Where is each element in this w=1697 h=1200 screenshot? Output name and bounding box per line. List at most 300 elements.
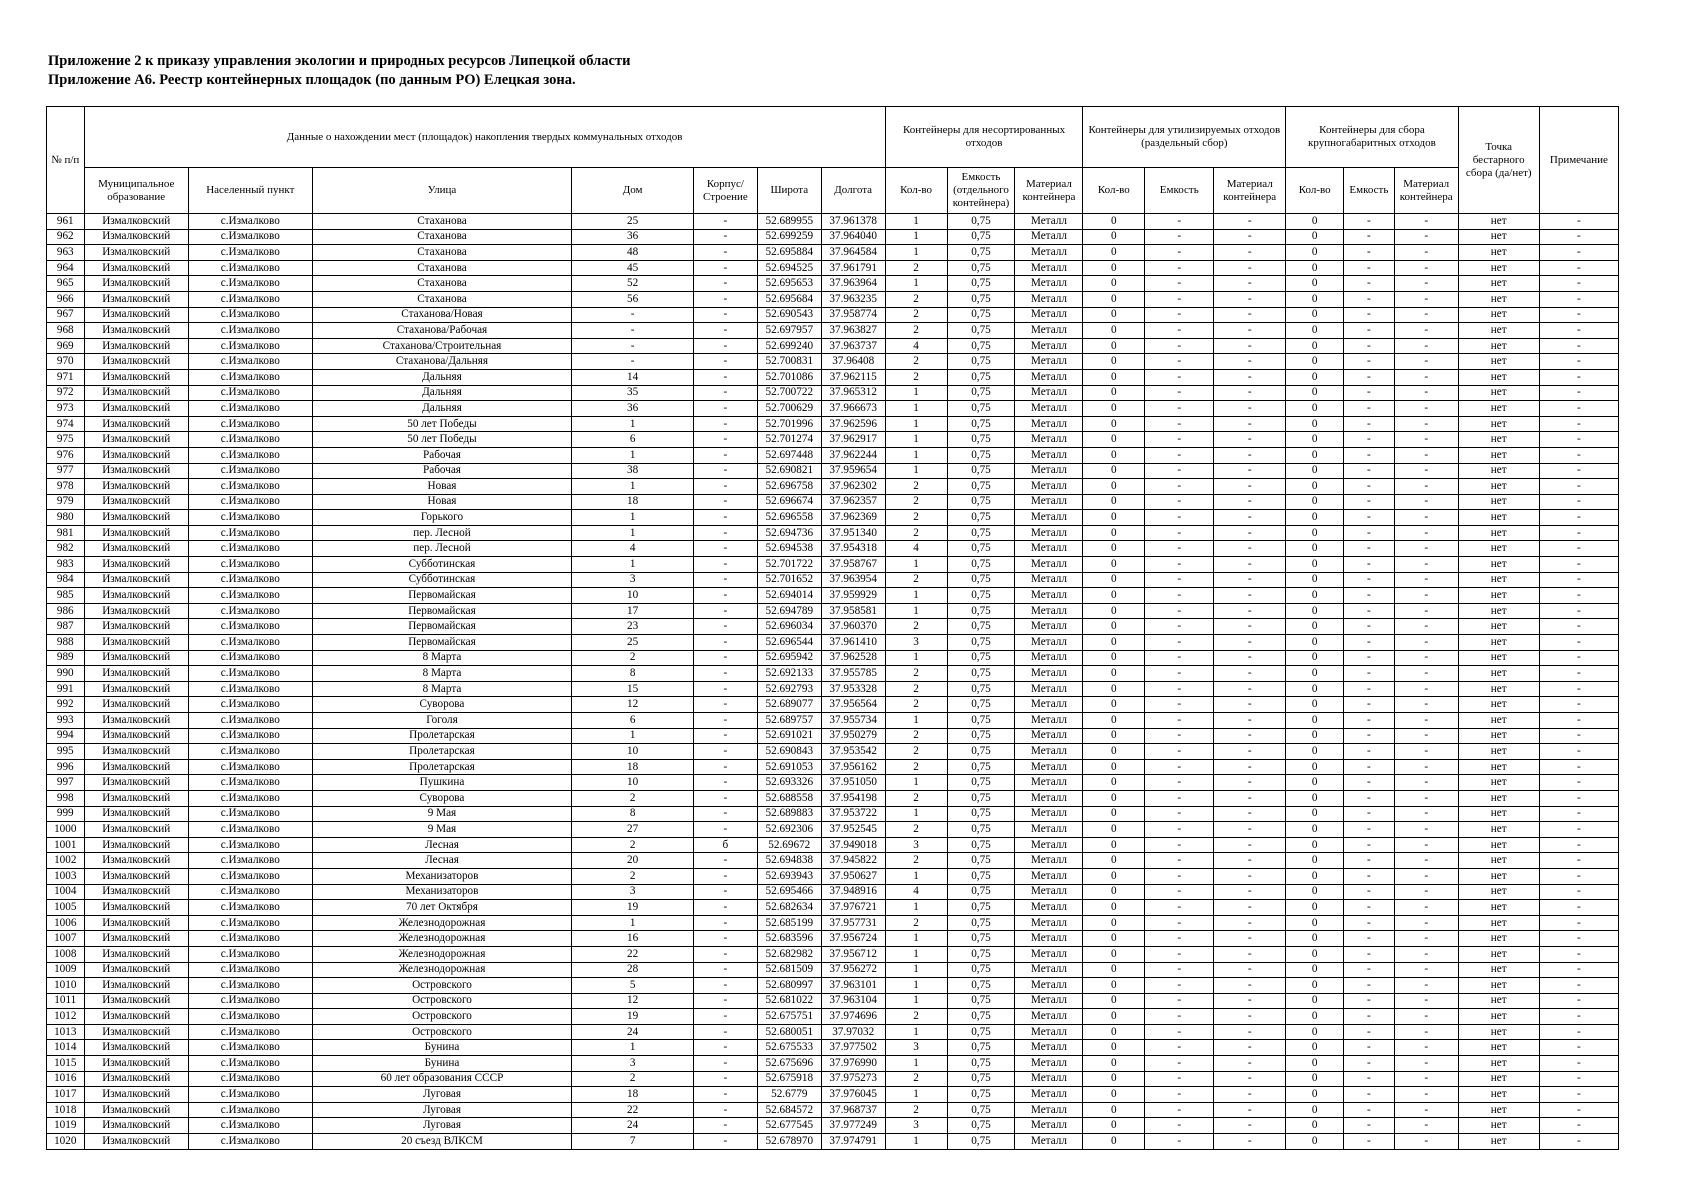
- cell-mixed-material: Металл: [1015, 915, 1083, 931]
- cell-longitude: 37.956724: [821, 931, 885, 947]
- cell-note: -: [1539, 744, 1618, 760]
- cell-settlement: с.Измалково: [188, 759, 312, 775]
- cell-house: 1: [572, 728, 694, 744]
- cell-longitude: 37.963235: [821, 291, 885, 307]
- cell-bulky-qty: 0: [1286, 697, 1344, 713]
- cell-bulky-qty: 0: [1286, 1134, 1344, 1150]
- cell-number: 996: [47, 759, 85, 775]
- cell-mixed-capacity: 0,75: [947, 1056, 1015, 1072]
- cell-longitude: 37.950279: [821, 728, 885, 744]
- cell-number: 983: [47, 557, 85, 573]
- cell-street: Стаханова: [312, 291, 572, 307]
- cell-number: 993: [47, 713, 85, 729]
- cell-bulky-capacity: -: [1344, 837, 1395, 853]
- cell-street: Первомайская: [312, 619, 572, 635]
- cell-recycle-material: -: [1214, 775, 1286, 791]
- cell-settlement: с.Измалково: [188, 713, 312, 729]
- street-header: Улица: [312, 168, 572, 214]
- cell-note: -: [1539, 978, 1618, 994]
- cell-collection-point: нет: [1458, 619, 1539, 635]
- cell-recycle-qty: 0: [1083, 416, 1145, 432]
- cell-longitude: 37.963101: [821, 978, 885, 994]
- cell-mixed-qty: 2: [885, 666, 947, 682]
- cell-mixed-material: Металл: [1015, 1040, 1083, 1056]
- cell-recycle-qty: 0: [1083, 1009, 1145, 1025]
- cell-street: Стаханова/Дальняя: [312, 354, 572, 370]
- cell-street: Стаханова/Рабочая: [312, 323, 572, 339]
- cell-number: 1020: [47, 1134, 85, 1150]
- cell-building: -: [693, 681, 757, 697]
- cell-longitude: 37.976721: [821, 900, 885, 916]
- cell-recycle-qty: 0: [1083, 354, 1145, 370]
- cell-house: 8: [572, 806, 694, 822]
- cell-note: -: [1539, 853, 1618, 869]
- cell-house: 2: [572, 868, 694, 884]
- cell-house: 15: [572, 681, 694, 697]
- cell-recycle-qty: 0: [1083, 1087, 1145, 1103]
- cell-bulky-material: -: [1394, 962, 1458, 978]
- cell-note: -: [1539, 666, 1618, 682]
- table-row: [47, 744, 1619, 760]
- cell-recycle-capacity: -: [1145, 525, 1214, 541]
- cell-latitude: 52.700629: [757, 401, 821, 417]
- cell-street: Пролетарская: [312, 759, 572, 775]
- cell-number: 976: [47, 447, 85, 463]
- cell-recycle-capacity: -: [1145, 260, 1214, 276]
- cell-collection-point: нет: [1458, 884, 1539, 900]
- cell-recycle-capacity: -: [1145, 588, 1214, 604]
- cell-number: 964: [47, 260, 85, 276]
- cell-recycle-capacity: -: [1145, 432, 1214, 448]
- cell-longitude: 37.953722: [821, 806, 885, 822]
- table-row: [47, 931, 1619, 947]
- cell-bulky-capacity: -: [1344, 822, 1395, 838]
- cell-bulky-material: -: [1394, 978, 1458, 994]
- cell-municipality: Измалковский: [84, 525, 188, 541]
- cell-bulky-material: -: [1394, 1056, 1458, 1072]
- cell-municipality: Измалковский: [84, 1071, 188, 1087]
- cell-mixed-material: Металл: [1015, 447, 1083, 463]
- table-row: [47, 884, 1619, 900]
- cell-mixed-qty: 1: [885, 1134, 947, 1150]
- cell-number: 1006: [47, 915, 85, 931]
- cell-bulky-capacity: -: [1344, 728, 1395, 744]
- cell-bulky-capacity: -: [1344, 401, 1395, 417]
- cell-number: 975: [47, 432, 85, 448]
- cell-recycle-capacity: -: [1145, 229, 1214, 245]
- cell-bulky-qty: 0: [1286, 1009, 1344, 1025]
- table-row: [47, 790, 1619, 806]
- cell-recycle-capacity: -: [1145, 978, 1214, 994]
- cell-bulky-capacity: -: [1344, 744, 1395, 760]
- cell-note: -: [1539, 354, 1618, 370]
- cell-note: -: [1539, 1040, 1618, 1056]
- cell-mixed-capacity: 0,75: [947, 1102, 1015, 1118]
- cell-latitude: 52.693943: [757, 868, 821, 884]
- cell-recycle-qty: 0: [1083, 401, 1145, 417]
- cell-recycle-capacity: -: [1145, 853, 1214, 869]
- cell-recycle-material: -: [1214, 1087, 1286, 1103]
- cell-building: -: [693, 1040, 757, 1056]
- cell-street: Луговая: [312, 1118, 572, 1134]
- cell-street: Суворова: [312, 697, 572, 713]
- cell-collection-point: нет: [1458, 1102, 1539, 1118]
- cell-recycle-material: -: [1214, 884, 1286, 900]
- cell-note: -: [1539, 759, 1618, 775]
- cell-bulky-qty: 0: [1286, 260, 1344, 276]
- cell-collection-point: нет: [1458, 993, 1539, 1009]
- recyclable-group-header: Контейнеры для утилизируемых отходов (раздельный сбор): [1083, 107, 1286, 168]
- cell-municipality: Измалковский: [84, 369, 188, 385]
- cell-settlement: с.Измалково: [188, 338, 312, 354]
- cell-municipality: Измалковский: [84, 1118, 188, 1134]
- cell-latitude: 52.695466: [757, 884, 821, 900]
- cell-building: -: [693, 1009, 757, 1025]
- cell-note: -: [1539, 1024, 1618, 1040]
- cell-street: Пролетарская: [312, 728, 572, 744]
- cell-bulky-material: -: [1394, 1087, 1458, 1103]
- cell-settlement: с.Измалково: [188, 853, 312, 869]
- cell-longitude: 37.962917: [821, 432, 885, 448]
- cell-recycle-capacity: -: [1145, 1009, 1214, 1025]
- cell-latitude: 52.694838: [757, 853, 821, 869]
- cell-note: -: [1539, 681, 1618, 697]
- cell-bulky-qty: 0: [1286, 588, 1344, 604]
- cell-recycle-capacity: -: [1145, 276, 1214, 292]
- cell-mixed-qty: 1: [885, 978, 947, 994]
- cell-number: 974: [47, 416, 85, 432]
- cell-street: Железнодорожная: [312, 946, 572, 962]
- cell-municipality: Измалковский: [84, 1040, 188, 1056]
- cell-settlement: с.Измалково: [188, 401, 312, 417]
- cell-municipality: Измалковский: [84, 822, 188, 838]
- cell-recycle-qty: 0: [1083, 744, 1145, 760]
- cell-municipality: Измалковский: [84, 635, 188, 651]
- cell-recycle-capacity: -: [1145, 354, 1214, 370]
- cell-collection-point: нет: [1458, 666, 1539, 682]
- cell-bulky-capacity: -: [1344, 291, 1395, 307]
- cell-longitude: 37.974696: [821, 1009, 885, 1025]
- cell-municipality: Измалковский: [84, 1024, 188, 1040]
- cell-mixed-qty: 2: [885, 1071, 947, 1087]
- cell-building: -: [693, 572, 757, 588]
- cell-bulky-qty: 0: [1286, 868, 1344, 884]
- cell-municipality: Измалковский: [84, 229, 188, 245]
- cell-note: -: [1539, 603, 1618, 619]
- cell-mixed-qty: 4: [885, 541, 947, 557]
- table-row: [47, 323, 1619, 339]
- cell-collection-point: нет: [1458, 557, 1539, 573]
- cell-settlement: с.Измалково: [188, 650, 312, 666]
- cell-recycle-qty: 0: [1083, 463, 1145, 479]
- cell-recycle-material: -: [1214, 323, 1286, 339]
- cell-building: -: [693, 416, 757, 432]
- cell-longitude: 37.950627: [821, 868, 885, 884]
- cell-collection-point: нет: [1458, 385, 1539, 401]
- table-row: [47, 432, 1619, 448]
- cell-collection-point: нет: [1458, 1009, 1539, 1025]
- cell-note: -: [1539, 416, 1618, 432]
- cell-note: -: [1539, 713, 1618, 729]
- cell-note: -: [1539, 572, 1618, 588]
- cell-number: 979: [47, 494, 85, 510]
- cell-bulky-capacity: -: [1344, 463, 1395, 479]
- cell-bulky-material: -: [1394, 447, 1458, 463]
- cell-mixed-qty: 4: [885, 884, 947, 900]
- cell-number: 969: [47, 338, 85, 354]
- cell-municipality: Измалковский: [84, 1134, 188, 1150]
- cell-recycle-qty: 0: [1083, 229, 1145, 245]
- cell-note: -: [1539, 369, 1618, 385]
- cell-bulky-material: -: [1394, 603, 1458, 619]
- cell-recycle-capacity: -: [1145, 1056, 1214, 1072]
- cell-settlement: с.Измалково: [188, 1087, 312, 1103]
- cell-house: 10: [572, 744, 694, 760]
- cell-street: Лесная: [312, 837, 572, 853]
- cell-longitude: 37.955734: [821, 713, 885, 729]
- cell-house: 1: [572, 557, 694, 573]
- cell-bulky-qty: 0: [1286, 884, 1344, 900]
- cell-recycle-capacity: -: [1145, 416, 1214, 432]
- table-row: [47, 775, 1619, 791]
- cell-mixed-material: Металл: [1015, 993, 1083, 1009]
- cell-bulky-qty: 0: [1286, 993, 1344, 1009]
- cell-recycle-material: -: [1214, 759, 1286, 775]
- cell-recycle-material: -: [1214, 432, 1286, 448]
- cell-building: -: [693, 525, 757, 541]
- cell-bulky-material: -: [1394, 759, 1458, 775]
- cell-bulky-qty: 0: [1286, 1071, 1344, 1087]
- cell-recycle-material: -: [1214, 276, 1286, 292]
- table-row: [47, 822, 1619, 838]
- cell-recycle-qty: 0: [1083, 525, 1145, 541]
- cell-mixed-material: Металл: [1015, 759, 1083, 775]
- cell-number: 997: [47, 775, 85, 791]
- cell-recycle-capacity: -: [1145, 868, 1214, 884]
- cell-recycle-material: -: [1214, 619, 1286, 635]
- cell-recycle-qty: 0: [1083, 697, 1145, 713]
- cell-bulky-qty: 0: [1286, 822, 1344, 838]
- cell-longitude: 37.958767: [821, 557, 885, 573]
- cell-mixed-material: Металл: [1015, 416, 1083, 432]
- cell-recycle-material: -: [1214, 525, 1286, 541]
- cell-recycle-qty: 0: [1083, 900, 1145, 916]
- cell-recycle-qty: 0: [1083, 790, 1145, 806]
- cell-collection-point: нет: [1458, 681, 1539, 697]
- cell-mixed-material: Металл: [1015, 1056, 1083, 1072]
- cell-settlement: с.Измалково: [188, 837, 312, 853]
- cell-mixed-material: Металл: [1015, 463, 1083, 479]
- cell-bulky-capacity: -: [1344, 1087, 1395, 1103]
- cell-municipality: Измалковский: [84, 713, 188, 729]
- cell-building: -: [693, 822, 757, 838]
- cell-bulky-capacity: -: [1344, 1118, 1395, 1134]
- cell-building: -: [693, 1024, 757, 1040]
- cell-house: 35: [572, 385, 694, 401]
- cell-street: Островского: [312, 978, 572, 994]
- cell-bulky-qty: 0: [1286, 245, 1344, 261]
- cell-latitude: 52.691053: [757, 759, 821, 775]
- cell-recycle-material: -: [1214, 1040, 1286, 1056]
- cell-building: -: [693, 650, 757, 666]
- cell-longitude: 37.956712: [821, 946, 885, 962]
- cell-bulky-capacity: -: [1344, 416, 1395, 432]
- municipality-header: Муниципальное образование: [84, 168, 188, 214]
- cell-longitude: 37.963954: [821, 572, 885, 588]
- table-row: [47, 759, 1619, 775]
- cell-recycle-capacity: -: [1145, 900, 1214, 916]
- cell-building: -: [693, 697, 757, 713]
- cell-settlement: с.Измалково: [188, 603, 312, 619]
- cell-collection-point: нет: [1458, 1024, 1539, 1040]
- cell-bulky-capacity: -: [1344, 806, 1395, 822]
- cell-municipality: Измалковский: [84, 245, 188, 261]
- cell-longitude: 37.957731: [821, 915, 885, 931]
- cell-settlement: с.Измалково: [188, 447, 312, 463]
- cell-bulky-capacity: -: [1344, 369, 1395, 385]
- cell-bulky-capacity: -: [1344, 697, 1395, 713]
- cell-bulky-capacity: -: [1344, 915, 1395, 931]
- cell-bulky-capacity: -: [1344, 759, 1395, 775]
- cell-recycle-capacity: -: [1145, 1118, 1214, 1134]
- cell-bulky-capacity: -: [1344, 510, 1395, 526]
- cell-mixed-capacity: 0,75: [947, 1009, 1015, 1025]
- cell-mixed-material: Металл: [1015, 1024, 1083, 1040]
- cell-recycle-capacity: -: [1145, 822, 1214, 838]
- cell-recycle-capacity: -: [1145, 291, 1214, 307]
- cell-bulky-qty: 0: [1286, 463, 1344, 479]
- cell-mixed-capacity: 0,75: [947, 432, 1015, 448]
- table-row: [47, 291, 1619, 307]
- cell-street: Первомайская: [312, 635, 572, 651]
- cell-bulky-capacity: -: [1344, 790, 1395, 806]
- cell-bulky-qty: 0: [1286, 759, 1344, 775]
- title-line-1: Приложение 2 к приказу управления экологии и природных ресурсов Липецкой области: [48, 53, 631, 69]
- cell-number: 965: [47, 276, 85, 292]
- mixed-capacity-header: Емкость (отдельного контейнера): [947, 168, 1015, 214]
- table-row: [47, 416, 1619, 432]
- cell-street: Стаханова: [312, 229, 572, 245]
- cell-settlement: с.Измалково: [188, 744, 312, 760]
- cell-bulky-qty: 0: [1286, 619, 1344, 635]
- cell-recycle-capacity: -: [1145, 650, 1214, 666]
- cell-settlement: с.Измалково: [188, 1118, 312, 1134]
- cell-collection-point: нет: [1458, 494, 1539, 510]
- table-row: [47, 401, 1619, 417]
- cell-mixed-capacity: 0,75: [947, 479, 1015, 495]
- cell-bulky-material: -: [1394, 510, 1458, 526]
- cell-collection-point: нет: [1458, 946, 1539, 962]
- cell-collection-point: нет: [1458, 603, 1539, 619]
- cell-recycle-qty: 0: [1083, 822, 1145, 838]
- cell-mixed-qty: 1: [885, 245, 947, 261]
- cell-mixed-material: Металл: [1015, 822, 1083, 838]
- cell-note: -: [1539, 385, 1618, 401]
- cell-bulky-capacity: -: [1344, 229, 1395, 245]
- table-row: [47, 338, 1619, 354]
- cell-settlement: с.Измалково: [188, 884, 312, 900]
- cell-recycle-qty: 0: [1083, 806, 1145, 822]
- table-row: [47, 447, 1619, 463]
- cell-house: 5: [572, 978, 694, 994]
- cell-bulky-capacity: -: [1344, 946, 1395, 962]
- cell-settlement: с.Измалково: [188, 510, 312, 526]
- cell-latitude: 52.689883: [757, 806, 821, 822]
- cell-building: -: [693, 463, 757, 479]
- cell-latitude: 52.695684: [757, 291, 821, 307]
- cell-mixed-material: Металл: [1015, 1071, 1083, 1087]
- cell-bulky-qty: 0: [1286, 1087, 1344, 1103]
- cell-house: 2: [572, 837, 694, 853]
- cell-recycle-qty: 0: [1083, 1102, 1145, 1118]
- cell-latitude: 52.680051: [757, 1024, 821, 1040]
- cell-bulky-capacity: -: [1344, 978, 1395, 994]
- cell-street: 70 лет Октября: [312, 900, 572, 916]
- cell-municipality: Измалковский: [84, 1102, 188, 1118]
- cell-bulky-capacity: -: [1344, 931, 1395, 947]
- cell-recycle-qty: 0: [1083, 338, 1145, 354]
- cell-bulky-capacity: -: [1344, 775, 1395, 791]
- cell-latitude: 52.701722: [757, 557, 821, 573]
- mixed-qty-header: Кол-во: [885, 168, 947, 214]
- cell-bulky-qty: 0: [1286, 853, 1344, 869]
- cell-recycle-material: -: [1214, 260, 1286, 276]
- cell-house: 25: [572, 635, 694, 651]
- cell-mixed-capacity: 0,75: [947, 572, 1015, 588]
- mixed-material-header: Материал контейнера: [1015, 168, 1083, 214]
- cell-settlement: с.Измалково: [188, 868, 312, 884]
- cell-street: Первомайская: [312, 588, 572, 604]
- cell-municipality: Измалковский: [84, 260, 188, 276]
- cell-municipality: Измалковский: [84, 1087, 188, 1103]
- cell-recycle-capacity: -: [1145, 385, 1214, 401]
- cell-number: 968: [47, 323, 85, 339]
- cell-mixed-capacity: 0,75: [947, 338, 1015, 354]
- cell-mixed-material: Металл: [1015, 635, 1083, 651]
- cell-municipality: Измалковский: [84, 494, 188, 510]
- cell-bulky-capacity: -: [1344, 619, 1395, 635]
- table-row: [47, 260, 1619, 276]
- cell-collection-point: нет: [1458, 1134, 1539, 1150]
- cell-mixed-capacity: 0,75: [947, 884, 1015, 900]
- cell-bulky-capacity: -: [1344, 214, 1395, 230]
- cell-recycle-qty: 0: [1083, 307, 1145, 323]
- cell-house: 2: [572, 1071, 694, 1087]
- cell-longitude: 37.974791: [821, 1134, 885, 1150]
- cell-street: Рабочая: [312, 463, 572, 479]
- cell-recycle-capacity: -: [1145, 993, 1214, 1009]
- cell-note: -: [1539, 323, 1618, 339]
- cell-recycle-material: -: [1214, 291, 1286, 307]
- cell-longitude: 37.956272: [821, 962, 885, 978]
- cell-bulky-material: -: [1394, 868, 1458, 884]
- cell-mixed-capacity: 0,75: [947, 447, 1015, 463]
- cell-longitude: 37.964040: [821, 229, 885, 245]
- cell-building: -: [693, 401, 757, 417]
- cell-house: 7: [572, 1134, 694, 1150]
- table-row: [47, 229, 1619, 245]
- cell-collection-point: нет: [1458, 260, 1539, 276]
- cell-municipality: Измалковский: [84, 962, 188, 978]
- cell-settlement: с.Измалково: [188, 666, 312, 682]
- cell-mixed-capacity: 0,75: [947, 853, 1015, 869]
- cell-collection-point: нет: [1458, 338, 1539, 354]
- cell-bulky-material: -: [1394, 245, 1458, 261]
- cell-settlement: с.Измалково: [188, 214, 312, 230]
- cell-bulky-capacity: -: [1344, 1024, 1395, 1040]
- cell-recycle-capacity: -: [1145, 245, 1214, 261]
- cell-mixed-qty: 2: [885, 853, 947, 869]
